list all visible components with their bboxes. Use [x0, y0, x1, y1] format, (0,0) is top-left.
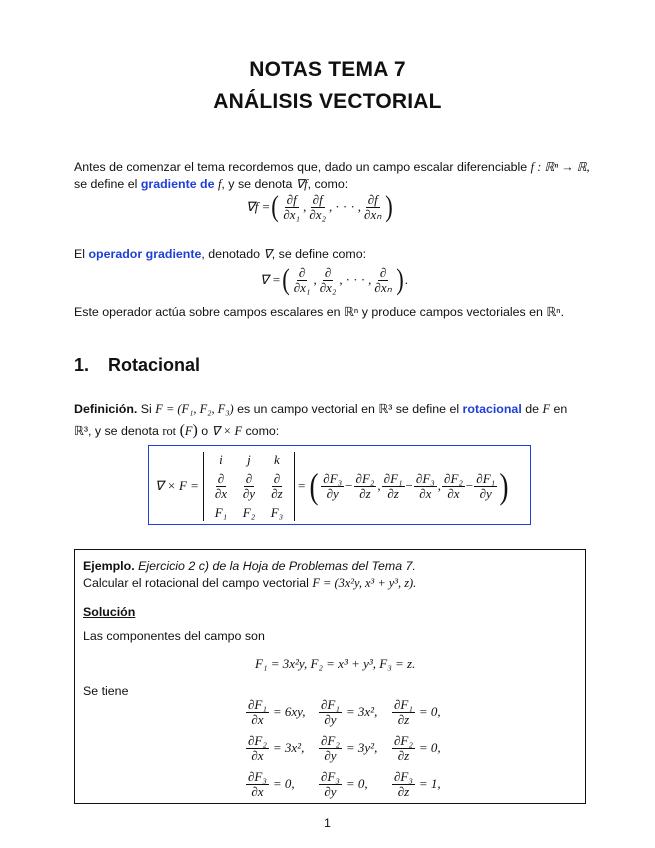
definition-paragraph: Definición. Si F = (F₁, F₂, F₃) es un campo vectorial en ℝ³ se define el rotacional de F en ℝ³, y se denota rot (F) o ∇ × F como: [74, 402, 568, 439]
derivatives-grid [245, 694, 461, 802]
definition-F: F [542, 402, 551, 416]
components-formula: F₁ = 3x²y, F₂ = x³ + y³, F₃ = z. [255, 656, 416, 671]
operator-term: operador gradiente [88, 247, 202, 261]
unit-i: i [219, 451, 223, 467]
derivative-value: = 6xy, [272, 704, 306, 719]
intro-text-2: se define el [74, 177, 138, 191]
section-number: 1. [74, 355, 90, 375]
derivative-numerator: ∂F₃ [394, 768, 413, 784]
derivative-row [245, 766, 461, 802]
det-num-1: ∂ [217, 470, 225, 486]
section-heading [74, 355, 200, 376]
grad-num-3: ∂f [367, 191, 378, 207]
op-num-3: ∂ [379, 264, 387, 280]
definition-text-5: ℝ³, y se denota [74, 424, 159, 438]
det-num-3: ∂ [273, 470, 281, 486]
det-den-1: ∂x [214, 485, 228, 501]
derivative-value: = 0, [418, 704, 441, 719]
gradient-symbol: ∇f [295, 177, 308, 191]
derivative-cell [318, 770, 391, 799]
rotational-term: rotacional [462, 402, 522, 416]
op-den-3: ∂xₙ [374, 279, 392, 295]
derivative-denominator: ∂x [251, 747, 264, 763]
example-task: Calcular el rotacional del campo vectorial [83, 576, 309, 590]
op-dots: · · · [345, 272, 366, 287]
definition-text-4: en [553, 402, 568, 416]
section-title: Rotacional [108, 355, 201, 375]
det-F3: F₃ [270, 504, 284, 520]
derivative-numerator: ∂F₃ [321, 768, 340, 784]
derivative-numerator: ∂F₂ [394, 732, 413, 748]
gradient-term: gradiente de [140, 177, 215, 191]
det-F2: F₂ [242, 504, 256, 520]
det-den-2: ∂y [242, 485, 256, 501]
example-field: F = (3x²y, x³ + y³, z). [312, 576, 417, 590]
example-source: Ejercicio 2 c) de la Hoja de Problemas del Tema 7. [138, 559, 416, 573]
intro-paragraph [74, 159, 594, 193]
derivative-value: = 1, [418, 776, 441, 791]
nabla-symbol: ∇ [263, 247, 272, 261]
rhs-1-den-a: ∂y [326, 485, 339, 501]
intro-f: f [217, 177, 222, 191]
derivative-denominator: ∂x [251, 783, 264, 799]
derivative-row [245, 730, 461, 766]
derivative-numerator: ∂F₂ [321, 732, 340, 748]
operator-text-1: El [74, 247, 86, 261]
rhs-2-den-b: ∂x [419, 485, 432, 501]
derivative-denominator: ∂y [324, 747, 337, 763]
gradient-eq-lhs: ∇f = [246, 199, 271, 214]
operator-equation: ∇ = ( $\frac{\partial}{\text{∂x₁}}$ , $\frac{\partial}{\text{∂x₂}}$ , · · · , $\frac{\partial}{\text{∂xₙ}}$ ) . [260, 263, 409, 296]
operator-text-3: , se define como: [271, 247, 367, 261]
rhs-3-num-a: ∂F₂ [444, 470, 463, 486]
rhs-2-num-a: ∂F₁ [383, 470, 403, 486]
grad-dots: · · · [335, 199, 355, 214]
rhs-2-num-b: ∂F₃ [415, 470, 435, 486]
derivative-numerator: ∂F₁ [321, 696, 340, 712]
definition-label: Definición. [74, 402, 138, 416]
derivative-value: = 0, [418, 740, 441, 755]
op-den-1: ∂x₁ [293, 279, 311, 295]
derivative-denominator: ∂y [324, 711, 337, 727]
grad-den-3: ∂xₙ [364, 206, 382, 222]
derivative-denominator: ∂z [397, 711, 410, 727]
derivative-denominator: ∂z [397, 783, 410, 799]
intro-text-3: , y se denota [221, 177, 293, 191]
example-header [83, 558, 416, 592]
se-tiene-text: Se tiene [83, 684, 129, 698]
derivative-value: = 3x², [345, 704, 378, 719]
solution-heading: Solución [83, 605, 136, 619]
derivative-row [245, 694, 461, 730]
rhs-1-den-b: ∂z [359, 485, 371, 501]
intro-text-4: , como: [307, 177, 349, 191]
grad-den-1: ∂x₁ [283, 206, 301, 222]
derivative-numerator: ∂F₁ [248, 696, 267, 712]
intro-map: f : ℝⁿ → ℝ, [530, 160, 590, 174]
curl-symbol: ∇ × F [211, 424, 243, 438]
unit-j: j [247, 451, 251, 467]
derivative-numerator: ∂F₂ [248, 732, 267, 748]
page-title-line2: ANÁLISIS VECTORIAL [213, 90, 442, 113]
definition-text-2: es un campo vectorial en ℝ³ se define el [237, 402, 460, 416]
det-den-3: ∂z [271, 485, 283, 501]
components-text: Las componentes del campo son [83, 629, 265, 643]
det-F1: F₁ [214, 504, 228, 520]
example-box [74, 549, 586, 804]
example-label: Ejemplo. [83, 559, 135, 573]
rhs-3-num-b: ∂F₁ [476, 470, 496, 486]
curl-formula-box: ∇ × F = i j k $\frac{\partial}{\partial x}$ $\frac{\partial}{\partial y}$ $\frac{\partial}{\partial z}$ F₁ F₂ F₃ = ( $\frac{\text{∂F₃}}{\partial y}$ − $\frac{\text{∂F₂}}{\partial z}$ , $\frac{\text{∂F₁}}{\partial z}$ − $\frac{\text{∂F₃}}{\partial x}$ , $\frac{\text{∂F₂}}{\partial x}$ − $\frac{\text{∂F₁}}{\partial y}$ ) [148, 445, 531, 525]
derivative-value: = 0, [272, 776, 295, 791]
derivative-denominator: ∂z [397, 747, 410, 763]
derivative-cell [245, 734, 318, 763]
op-num-1: ∂ [298, 264, 306, 280]
definition-text-3: de [525, 402, 540, 416]
page-number: 1 [324, 816, 331, 830]
derivative-value: = 3y², [345, 740, 378, 755]
derivative-cell [391, 734, 461, 763]
rot-operator: rot [162, 424, 177, 438]
operator-paragraph [74, 246, 594, 263]
definition-text-1: Si [140, 402, 152, 416]
operator-eq-lhs: ∇ = [260, 272, 281, 287]
operator-note: Este operador actúa sobre campos escalares en ℝⁿ y produce campos vectoriales en ℝⁿ. [74, 305, 565, 319]
derivative-denominator: ∂x [251, 711, 264, 727]
rhs-1-num-b: ∂F₂ [355, 470, 375, 486]
rhs-3-den-b: ∂y [479, 485, 492, 501]
definition-text-6: o [201, 424, 209, 438]
rhs-2-den-a: ∂z [387, 485, 399, 501]
determinant [203, 452, 295, 521]
derivative-numerator: ∂F₃ [248, 768, 267, 784]
intro-text: Antes de comenzar el tema recordemos que, dado un campo escalar diferenciable [74, 160, 528, 174]
rhs-3-den-a: ∂x [447, 485, 460, 501]
grad-num-2: ∂f [312, 191, 323, 207]
grad-den-2: ∂x₂ [309, 206, 327, 222]
definition-field: F = (F₁, F₂, F₃) [155, 402, 234, 416]
operator-text-2: , denotado [201, 247, 260, 261]
curl-lhs: ∇ × F = [155, 478, 199, 493]
det-num-2: ∂ [245, 470, 253, 486]
rhs-1-num-a: ∂F₃ [323, 470, 343, 486]
unit-k: k [274, 451, 280, 467]
derivative-numerator: ∂F₁ [394, 696, 413, 712]
page-title-line1: NOTAS TEMA 7 [249, 58, 406, 81]
derivative-cell [391, 698, 461, 727]
derivative-denominator: ∂y [324, 783, 337, 799]
grad-num-1: ∂f [286, 191, 297, 207]
gradient-equation: ∇f = ( $\frac{\partial f}{\text{∂x₁}}$ , $\frac{\partial f}{\text{∂x₂}}$ , · · · , $\frac{\partial f}{\text{∂xₙ}}$ ) [246, 190, 394, 223]
derivative-cell [245, 698, 318, 727]
definition-text-7: como: [245, 424, 280, 438]
op-num-2: ∂ [324, 264, 332, 280]
derivative-value: = 0, [345, 776, 368, 791]
op-den-2: ∂x₂ [319, 279, 337, 295]
derivative-cell [245, 770, 318, 799]
derivative-cell [318, 734, 391, 763]
derivative-value: = 3x², [272, 740, 305, 755]
derivative-cell [391, 770, 461, 799]
derivative-cell [318, 698, 391, 727]
